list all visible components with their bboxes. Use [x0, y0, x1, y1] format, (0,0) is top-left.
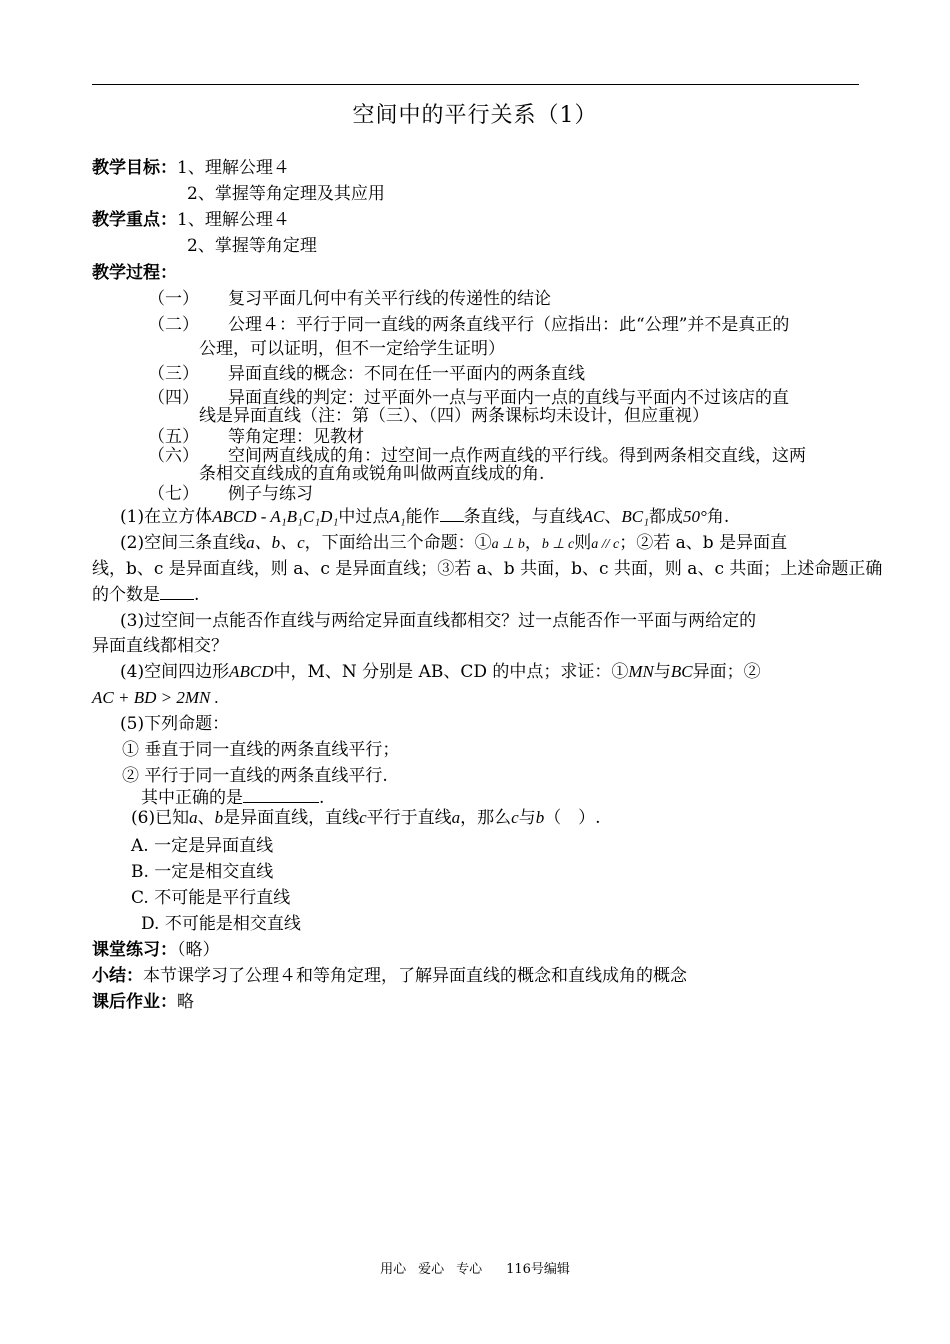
footer-text: 116号编辑 — [506, 1262, 570, 1277]
step-text-continued: 公理，可以证明，但不一定给学生证明） — [199, 339, 505, 359]
process-step — [148, 364, 585, 384]
text: 与 — [518, 808, 536, 828]
text: ，下面给出三个命题：① — [304, 533, 492, 553]
step-text: 例子与练习 — [228, 484, 313, 504]
key-points-line-1 — [92, 210, 290, 230]
exercise-3-line-1: (3)过空间一点能否作直线与两给定异面直线都相交？过一点能否作一平面与两给定的 — [120, 611, 757, 631]
exercise-2-line-1 — [120, 533, 787, 555]
step-number: （五） — [148, 427, 199, 447]
step-text: 异面直线的判定：过平面外一点与平面内一点的直线与平面内不过该店的直 — [228, 388, 789, 408]
practice-line — [92, 940, 220, 960]
homework-label: 课后作业： — [92, 992, 177, 1012]
key-points-label: 教学重点： — [92, 210, 177, 230]
option-b: B. 一定是相交直线 — [131, 862, 274, 882]
math-expr: b ⊥ c — [541, 537, 575, 552]
exercise-4-line-1 — [120, 662, 761, 682]
text: 异面；② — [692, 662, 761, 682]
footer-text: 用心 — [380, 1262, 407, 1277]
math-cube: ABCD - A₁B₁C₁D₁ — [212, 507, 339, 526]
exercise-1 — [120, 507, 729, 527]
text: 、 — [604, 507, 622, 527]
text: ， — [524, 533, 542, 553]
footer-text: 专心 — [456, 1262, 483, 1277]
option-d: D. 不可能是相交直线 — [141, 914, 301, 934]
exercise-2-line-3 — [92, 585, 199, 605]
goals-label: 教学目标： — [92, 158, 177, 178]
text: (1)在立方体 — [120, 507, 213, 527]
math-var: c — [511, 808, 519, 827]
math-var: c — [359, 808, 367, 827]
header-rule — [92, 84, 859, 85]
exercise-2-line-2: 线，b、c 是异面直线，则 a、c 是异面直线；③若 a、b 共面，b、c 共面，则 a、c 共面；上述命题正确 — [92, 559, 883, 579]
goal-item: 1、理解公理４ — [177, 158, 290, 178]
practice-text: （略） — [177, 940, 220, 960]
math-expr: a ⊥ b — [491, 537, 525, 552]
summary-text: 本节课学习了公理４和等角定理，了解异面直线的概念和直线成角的概念 — [143, 966, 687, 986]
page-footer — [0, 1258, 950, 1277]
text: 中过点 — [338, 507, 390, 527]
option-c: C. 不可能是平行直线 — [131, 888, 291, 908]
process-step — [148, 289, 551, 309]
goal-item: 2、掌握等角定理及其应用 — [187, 184, 385, 204]
answer-blank — [440, 507, 464, 522]
option-a: A. 一定是异面直线 — [131, 836, 274, 856]
text: 的个数是 — [92, 585, 160, 605]
math-angle: 50° — [683, 507, 707, 526]
text: (2)空间三条直线 — [120, 533, 247, 553]
exercise-4-inequality: AC + BD > 2MN . — [92, 688, 219, 707]
text: . — [319, 788, 325, 808]
step-text-continued: 条相交直线成的直角或锐角叫做两直线成的角. — [199, 464, 545, 484]
math-line: MN — [628, 662, 654, 681]
goals-line-1 — [92, 158, 290, 178]
step-number: （四） — [148, 388, 199, 408]
text: 都成 — [649, 507, 684, 527]
math-line: BC — [670, 662, 693, 681]
answer-blank — [243, 788, 319, 803]
step-text: 复习平面几何中有关平行线的传递性的结论 — [228, 289, 551, 309]
math-var: b — [535, 808, 545, 827]
summary-line — [92, 966, 687, 986]
exercise-5-prop-2: ② 平行于同一直线的两条直线平行. — [122, 766, 388, 786]
math-var: a — [451, 808, 461, 827]
exercise-5-head: (5)下列命题： — [120, 714, 230, 734]
exercise-6-stem — [131, 808, 601, 828]
text: 角. — [706, 507, 730, 527]
text: (4)空间四边形 — [120, 662, 230, 682]
math-line: BC₁ — [621, 507, 650, 526]
step-number: （一） — [148, 289, 199, 309]
summary-label: 小结： — [92, 966, 143, 986]
text: 则 — [574, 533, 592, 553]
exercise-5-question — [141, 788, 324, 808]
text: 能作 — [405, 507, 440, 527]
key-point-item: 1、理解公理４ — [177, 210, 290, 230]
step-number: （二） — [148, 315, 199, 335]
text: ，那么 — [460, 808, 512, 828]
process-step — [148, 427, 364, 447]
text: 条直线，与直线 — [463, 507, 583, 527]
step-text: 等角定理：见教材 — [228, 427, 364, 447]
text: （ ）. — [544, 808, 601, 828]
step-text-continued: 线是异面直线（注：第（三）、（四）两条课标均未设计，但应重视） — [199, 406, 709, 426]
text: . — [194, 585, 200, 605]
math-expr: a // c — [591, 537, 620, 552]
exercise-5-prop-1: ① 垂直于同一直线的两条直线平行； — [122, 740, 400, 760]
page-title: 空间中的平行关系（1） — [352, 103, 598, 128]
step-number: （三） — [148, 364, 199, 384]
step-number: （六） — [148, 446, 199, 466]
process-step — [148, 315, 789, 335]
math-point: A₁ — [389, 507, 406, 526]
exercise-3-line-2: 异面直线都相交？ — [92, 636, 228, 656]
homework-line — [92, 992, 194, 1012]
math-vars: a、b、c — [246, 533, 305, 552]
step-text: 空间两直线成的角：过空间一点作两直线的平行线。得到两条相交直线，这两 — [228, 446, 806, 466]
math-line: AC — [582, 507, 605, 526]
text: 平行于直线 — [366, 808, 452, 828]
math-var: a — [189, 808, 198, 827]
process-label: 教学过程： — [92, 263, 177, 283]
step-number: （七） — [148, 484, 199, 504]
text: ；②若 a、b 是异面直 — [619, 533, 788, 553]
process-step — [148, 446, 806, 466]
homework-text: 略 — [177, 992, 194, 1012]
math-var: b — [214, 808, 224, 827]
answer-blank — [160, 585, 194, 600]
math-quad: ABCD — [229, 662, 274, 681]
practice-label: 课堂练习： — [92, 940, 177, 960]
step-text: 公理４：平行于同一直线的两条直线平行（应指出：此“公理”并不是真正的 — [228, 315, 790, 335]
process-step — [148, 388, 789, 408]
step-text: 异面直线的概念：不同在任一平面内的两条直线 — [228, 364, 585, 384]
process-step — [148, 484, 313, 504]
text: (6)已知 — [131, 808, 190, 828]
key-point-item: 2、掌握等角定理 — [187, 236, 317, 256]
footer-text: 爱心 — [418, 1262, 445, 1277]
text: 是异面直线，直线 — [223, 808, 360, 828]
text: 、 — [197, 808, 215, 828]
text: 中，M、N 分别是 AB、CD 的中点；求证：① — [273, 662, 629, 682]
text: 与 — [653, 662, 671, 682]
text: 其中正确的是 — [141, 788, 243, 808]
